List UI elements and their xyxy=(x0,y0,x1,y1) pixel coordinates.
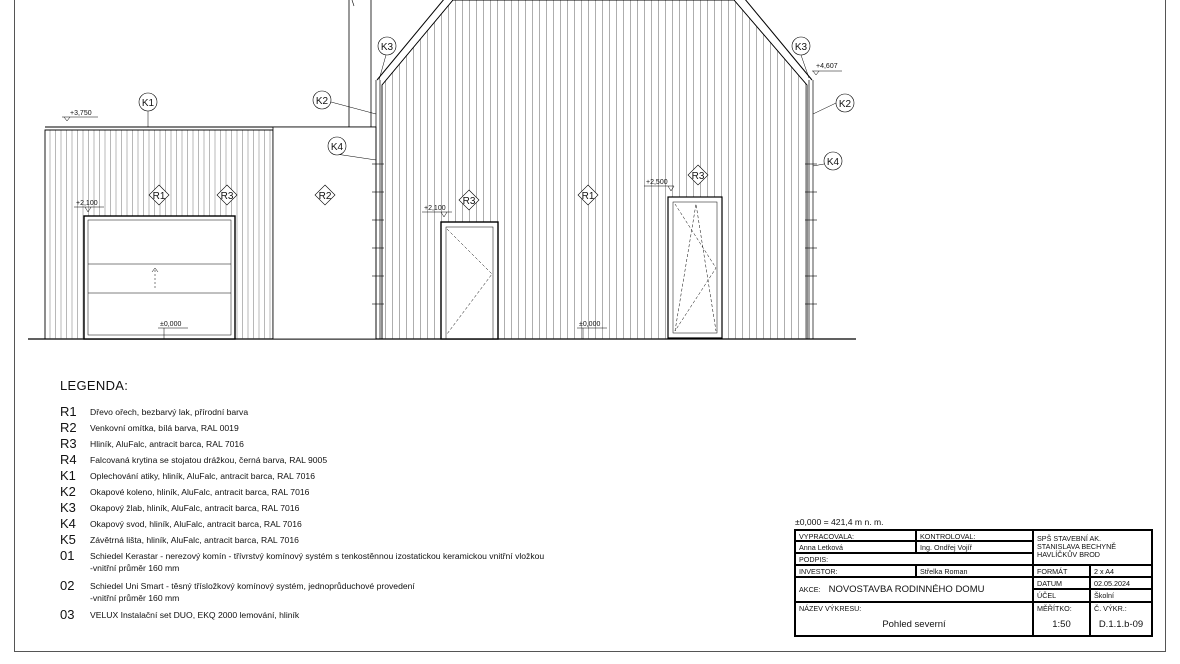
label-datum: DATUM xyxy=(1033,577,1090,589)
tag-k3-right xyxy=(792,37,810,55)
legend-item: 01 Schiedel Kerastar - nerezový komín - třívrstvý komínový systém s tenkostěnnou izostatickou keramickou vnitřní vložkou -vnitřní průměr 160 mm xyxy=(60,548,545,573)
plaster-wall xyxy=(273,0,384,339)
legend-item: K1 Oplechování atiky, hliník, AluFalc, antracit barca, RAL 7016 xyxy=(60,468,315,483)
value-datum: 02.05.2024 xyxy=(1090,577,1152,589)
svg-text:K3: K3 xyxy=(794,42,808,53)
value-format: 2 x A4 xyxy=(1090,565,1152,577)
datum-note: ±0,000 = 421,4 m n. m. xyxy=(795,517,884,527)
label-kontroloval: KONTROLOVAL: xyxy=(916,530,1033,541)
svg-text:+3,750: +3,750 xyxy=(70,110,92,117)
svg-text:±0,000: ±0,000 xyxy=(160,321,182,328)
svg-text:+2,100: +2,100 xyxy=(424,205,446,212)
akce-row: AKCE: NOVOSTAVBA RODINNÉHO DOMU xyxy=(795,577,1033,602)
scale-cell xyxy=(1033,602,1090,636)
legend-item: 03 VELUX Instalační set DUO, EKQ 2000 lemování, hliník xyxy=(60,607,300,622)
legend-item: K5 Závětrná lišta, hliník, AluFalc, antracit barca, RAL 7016 xyxy=(60,532,299,547)
label-meritko: MĚŘÍTKO: xyxy=(1037,604,1072,613)
svg-text:+2,100: +2,100 xyxy=(76,200,98,207)
label-format: FORMÁT xyxy=(1033,565,1090,577)
level-marker-eaves xyxy=(812,63,842,75)
tag-k4-right xyxy=(824,152,842,170)
svg-text:R3: R3 xyxy=(462,196,476,207)
main-gable-house xyxy=(377,0,817,339)
drawing-name-cell xyxy=(795,602,1033,636)
value-vypracovala: Anna Letková xyxy=(795,541,916,553)
level-marker-attic xyxy=(62,110,98,121)
value-investor: Střelka Roman xyxy=(916,565,1033,577)
legend-title: LEGENDA: xyxy=(60,378,129,393)
svg-text:±0,000: ±0,000 xyxy=(579,321,601,328)
svg-text:R2: R2 xyxy=(318,191,332,202)
svg-text:+4,607: +4,607 xyxy=(816,63,838,70)
label-investor: INVESTOR: xyxy=(795,565,916,577)
value-meritko: 1:50 xyxy=(1052,619,1071,630)
svg-text:K4: K4 xyxy=(826,157,840,168)
legend-item: R2 Venkovní omítka, bílá barva, RAL 0019 xyxy=(60,420,239,435)
svg-text:R1: R1 xyxy=(152,191,166,202)
entrance-door xyxy=(441,222,498,339)
legend xyxy=(60,378,780,621)
value-ucel: Školní xyxy=(1090,589,1152,602)
drawing-number-cell xyxy=(1090,602,1152,636)
tag-k2-left xyxy=(313,91,331,109)
svg-text:K2: K2 xyxy=(838,99,852,110)
label-nazev: NÁZEV VÝKRESU: xyxy=(799,604,862,613)
legend-item: K4 Okapový svod, hliník, AluFalc, antracit barca, RAL 7016 xyxy=(60,516,302,531)
tag-k4-left xyxy=(328,137,346,155)
svg-text:R3: R3 xyxy=(691,171,705,182)
label-ucel: ÚČEL xyxy=(1033,589,1090,602)
svg-text:K3: K3 xyxy=(380,42,394,53)
legend-item: K2 Okapové koleno, hliník, AluFalc, antracit barca, RAL 7016 xyxy=(60,484,310,499)
legend-item: R1 Dřevo ořech, bezbarvý lak, přírodní barva xyxy=(60,404,249,419)
value-kontroloval: Ing. Ondřej Vojíř xyxy=(916,541,1033,553)
svg-text:K1: K1 xyxy=(141,98,155,109)
legend-item: R4 Falcovaná krytina se stojatou drážkou, černá barva, RAL 9005 xyxy=(60,452,328,467)
legend-item: 02 Schiedel Uni Smart - těsný třísložkový komínový systém, jednoprůduchové provedení -vnitřní průměr 160 mm xyxy=(60,578,415,603)
legend-item: R3 Hliník, AluFalc, antracit barca, RAL 7016 xyxy=(60,436,244,451)
label-podpis: PODPIS: xyxy=(795,553,1033,565)
label-cislo: Č. VÝKR.: xyxy=(1094,604,1127,613)
school-name: SPŠ STAVEBNÍ AK. STANISLAVA BECHYNĚ HAVLÍČKŮV BROD xyxy=(1033,530,1152,565)
tag-k2-right xyxy=(836,94,854,112)
svg-text:K2: K2 xyxy=(315,96,329,107)
label-vypracovala: VYPRACOVALA: xyxy=(795,530,916,541)
tag-k3-left xyxy=(378,37,396,55)
svg-text:K4: K4 xyxy=(330,142,344,153)
svg-text:R1: R1 xyxy=(581,191,595,202)
svg-text:+2,500: +2,500 xyxy=(646,179,668,186)
value-cislo: D.1.1.b-09 xyxy=(1098,619,1144,630)
svg-text:R3: R3 xyxy=(220,191,234,202)
title-block xyxy=(794,529,1153,637)
tag-k1 xyxy=(139,93,157,111)
legend-item: K3 Okapový žlab, hliník, AluFalc, antracit barca, RAL 7016 xyxy=(60,500,300,515)
value-nazev: Pohled severní xyxy=(882,619,946,630)
